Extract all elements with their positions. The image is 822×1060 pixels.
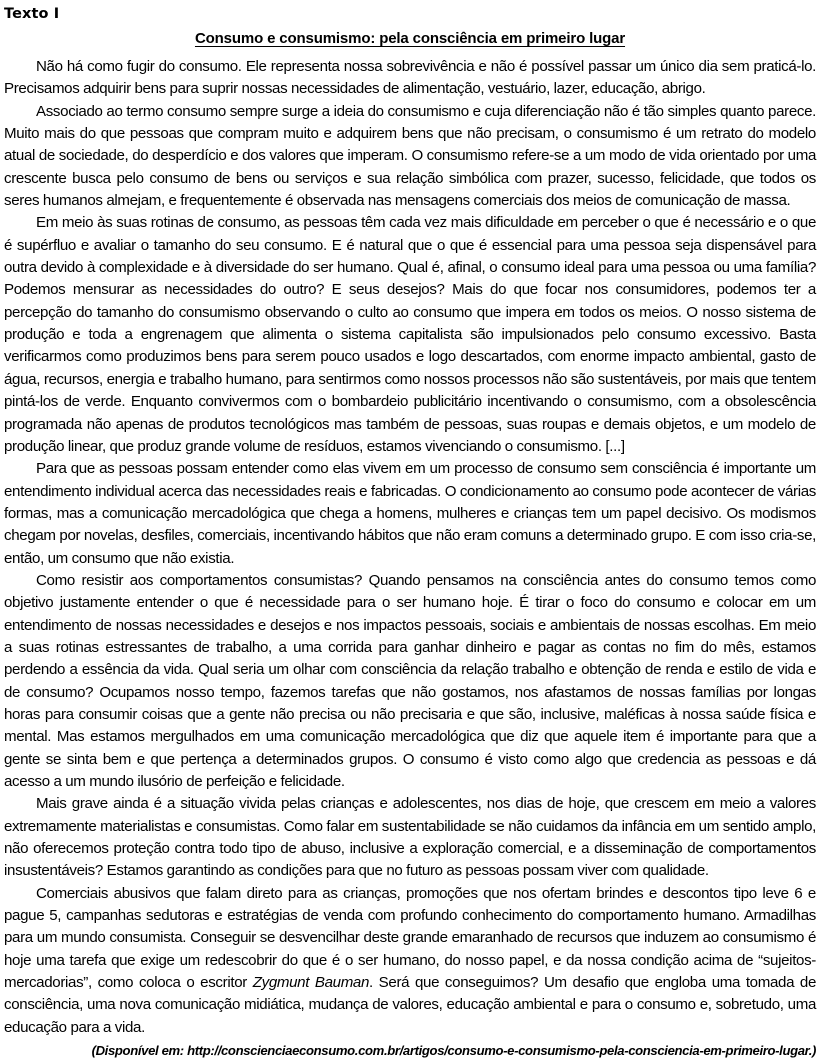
- article-body: [2, 56, 818, 1039]
- author-name-italic: Zygmunt Bauman: [252, 974, 370, 992]
- paragraph-7: [4, 883, 816, 1039]
- paragraph-3: Em meio às suas rotinas de consumo, as pessoas têm cada vez mais dificuldade em perceber o que é necessário e o que é supérfluo e avaliar o tamanho do seu consumo. E é natural que o que é essencial para uma pessoa seja dispensável para outra devido à complexidade e à diversidade do ser humano. Qual é, afinal, o consumo ideal para uma pessoa ou uma família? Podemos mensurar as necessidades do outro? E seus desejos? Mais do que focar nos consumidores, podemos ter a percepção do tamanho do consumismo observando o culto ao consumo que impera em todos os meios. O nosso sistema de produção e toda a engrenagem que alimenta o sistema capitalista são impulsionados pelo consumo excessivo. Basta verificarmos como produzimos bens para serem pouco usados e logo descartados, com enorme impacto ambiental, gasto de água, recursos, energia e trabalho humano, para sentirmos como nossos processos não são sustentáveis, por mais que tentem pintá-los de verde. Enquanto convivermos com o bombardeio publicitário incentivando o consumismo, com a obsolescência programada não apenas de produtos tecnológicos mas também de pessoas, suas roupas e demais objetos, e um modelo de produção linear, que produz grande volume de resíduos, estamos vivenciando o consumismo. [...]: [4, 214, 816, 455]
- paragraph-1: Não há como fugir do consumo. Ele representa nossa sobrevivência e não é possível passar um único dia sem praticá-lo. Precisamos adquirir bens para suprir nossas necessidades de alimentação, vestuário, lazer, educação, abrigo.: [4, 58, 816, 98]
- paragraph-4: Para que as pessoas possam entender como elas vivem em um processo de consumo sem consciência é importante um entendimento individual acerca das necessidades reais e fabricadas. O condicionamento ao consumo pode acontecer de várias formas, mas a comunicação mercadológica que chega a homens, mulheres e crianças tem um papel decisivo. Os modismos chegam por novelas, desfiles, comerciais, incentivando hábitos que não eram comuns a determinado grupo. E com isso cria-se, então, um consumo que não existia.: [4, 460, 816, 567]
- text-label: Texto I: [4, 6, 60, 22]
- paragraph-7-part-2: . Será que conseguimos? Um desafio que engloba uma tomada de consciência, uma nova comunicação midiática, mudança de valores, educação ambiental e para o consumo e, sobretudo, uma educação para a vida.: [4, 974, 817, 1036]
- paragraph-7-part-1: Comerciais abusivos que falam direto para as crianças, promoções que nos ofertam brindes e descontos tipo leve 6 e pague 5, campanhas sedutoras e estratégias de venda com profundo conhecimento do comportamento humano. Armadilhas para um mundo consumista. Conseguir se desvencilhar deste grande emaranhado de recursos que induzem ao consumismo é hoje uma tarefa que exige um redescobrir do que é o ser humano, do nosso papel, e da nossa condição acima de “sujeitos-mercadorias”, como coloca o escritor: [4, 884, 816, 992]
- page-title-text: Consumo e consumismo: pela consciência em primeiro lugar: [194, 30, 626, 47]
- source-citation: (Disponível em: http://conscienciaeconsumo.com.br/artigos/consumo-e-consumismo-pela-consciencia-em-primeiro-lugar.): [91, 1043, 816, 1059]
- paragraph-5: Como resistir aos comportamentos consumistas? Quando pensamos na consciência antes do consumo temos como objetivo justamente entender o que é necessidade para o ser humano hoje. É tirar o foco do consumo e colocar em um entendimento de nossas necessidades e desejos e nos impactos pessoais, sociais e ambientais de nossas escolhas. Em meio a suas rotinas estressantes de trabalho, a uma corrida para ganhar dinheiro e pagar as contas no fim do mês, estamos perdendo a essência da vida. Qual seria um olhar com consciência da relação trabalho e obtenção de renda e estilo de vida e de consumo? Ocupamos nosso tempo, fazemos tarefas que não gostamos, nos afastamos de nossas famílias por longas horas para consumir coisas que a gente não precisa ou não precisaria e que são, inclusive, maléficas à nossa saúde física e mental. Mas estamos mergulhados em uma comunicação mercadológica que diz que aquele item é importante para que a gente se sinta bem e que pertença a determinados grupos. O consumo é visto como algo que credencia as pessoas e dá acesso a um mundo ilusório de perfeição e felicidade.: [4, 571, 816, 790]
- page-title: [2, 28, 818, 50]
- paragraph-6: Mais grave ainda é a situação vivida pelas crianças e adolescentes, nos dias de hoje, que crescem em meio a valores extremamente materialistas e consumistas. Como falar em sustentabilidade se não cuidamos da infância em um sentido amplo, não oferecemos proteção contra todo tipo de abuso, inclusive a exploração comercial, e a disseminação de comportamentos insustentáveis? Estamos garantindo as condições para que no futuro as pessoas possam viver com qualidade.: [4, 795, 816, 880]
- paragraph-2: Associado ao termo consumo sempre surge a ideia do consumismo e cuja diferenciação não é tão simples quanto parece. Muito mais do que pessoas que compram muito e adquirem bens que não precisam, o consumismo é um retrato do modelo atual de sociedade, do desperdício e dos valores que imperam. O consumismo refere-se a um modo de vida orientado por uma crescente busca pelo consumo de bens ou serviços e sua relação simbólica com prazer, sucesso, felicidade, que todos os seres humanos almejam, e frequentemente é observada nas mensagens comerciais dos meios de comunicação de massa.: [4, 102, 816, 210]
